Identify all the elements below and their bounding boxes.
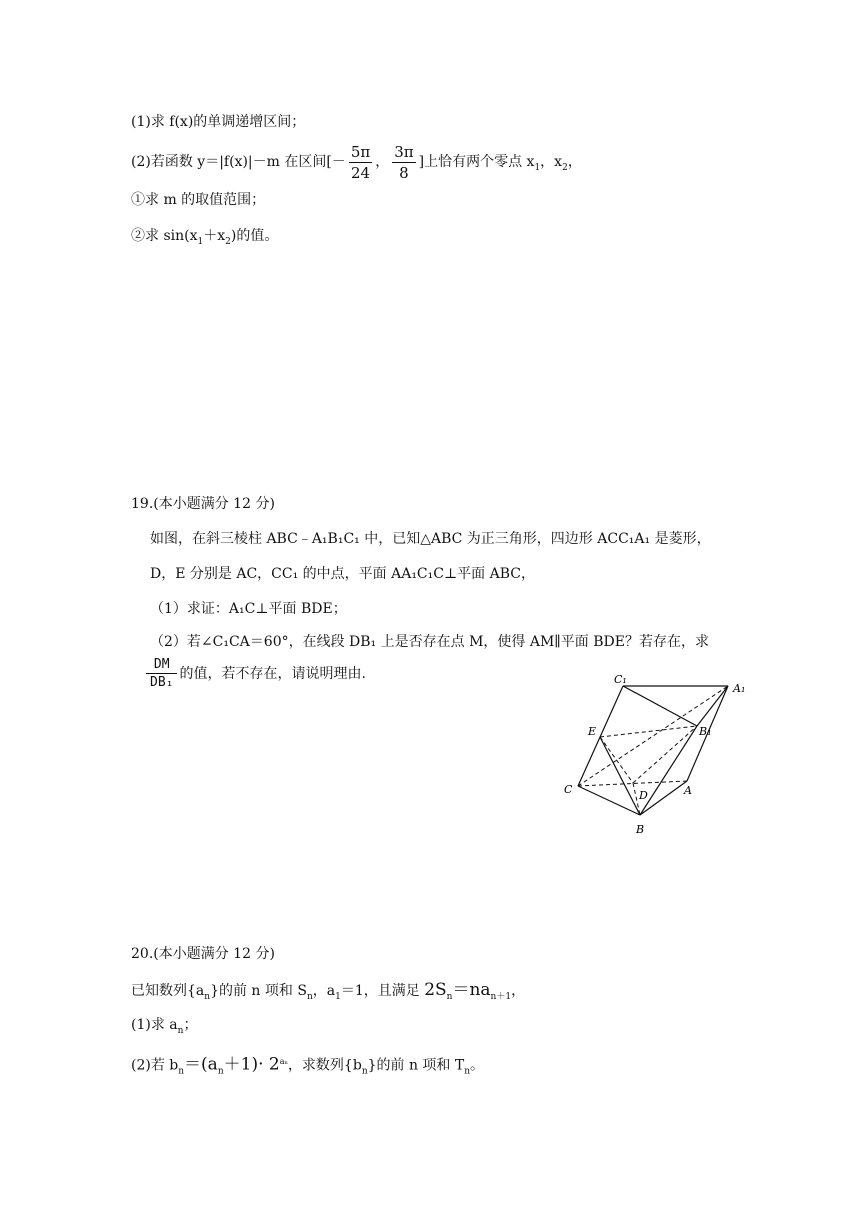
label-E: E [588,725,597,738]
label-A1: A₁ [733,682,746,695]
q20-intro: 已知数列$\{a_n\}$的前 n 项和 $S_n$，$a_1=1$，且满足 $2S_n=na_{n+1}$， [131,980,526,1002]
fraction-3pi-8: $\frac{3\pi}{8}$ [394,142,414,182]
q19-header: 19.(本小题满分 12 分) [131,496,275,512]
edge-E-B1 [600,726,697,737]
edge-C1-B1 [623,686,697,726]
label-A: A [684,784,692,797]
edge-E-D [600,737,633,783]
q20-header: 20.(本小题满分 12 分) [131,946,275,962]
label-C1: C₁ [614,673,627,686]
q18-part2: (2)若函数 y＝|f(x)|－m 在区间[－ $\frac{5\pi}{24}$ ， $\frac{3\pi}{8}$ ]上恰有两个零点 $x_1$，$x_2$， [131,142,582,182]
label-C: C [564,783,573,796]
label-B: B [636,823,645,836]
q19-part1: （1）求证：A₁C⊥平面 BDE； [150,601,347,617]
edge-A1-B1 [697,686,728,726]
edge-E-B [600,737,640,815]
fraction-dm-db1: $\frac{DM}{\text{DB₁}}$ [146,657,177,692]
q20-part1: (1)求 $a_n$； [131,1017,198,1036]
edge-C-A [578,781,687,786]
q19-intro-line2: D，E 分别是 AC，CC₁ 的中点，平面 AA₁C₁C⊥平面 ABC， [150,566,535,582]
label-B1: B₁ [699,725,712,738]
q18-sub1: ①求 m 的取值范围； [131,192,266,208]
q19-part2-line1: （2）若∠C₁CA＝60°，在线段 DB₁ 上是否存在点 M，使得 AM∥平面 BDE？若存在，求 [150,634,709,650]
edge-D-B1 [633,726,697,783]
edge-C1-C [578,686,623,786]
q19-intro-line1: 如图，在斜三棱柱 ABC﹣A₁B₁C₁ 中，已知△ABC 为正三角形，四边形 ACC₁A₁ 是菱形， [150,531,711,547]
q19-part2-line2: $\frac{DM}{\text{DB₁}}$ 的值，若不存在，请说明理由. [146,656,366,692]
q20-part2: (2)若 $b_n=(a_n+1)\cdot 2^{a_n}$，求数列$\{b_n\}$的前 n 项和 $T_n$。 [131,1054,485,1077]
q18-part1: (1)求 f(x)的单调递增区间； [131,114,306,130]
label-D: D [639,789,648,802]
edge-C-B [578,786,640,815]
fraction-5pi-24: $\frac{5\pi}{24}$ [350,142,371,182]
prism-figure [550,665,770,845]
q18-sub2: ②求 $\sin(x_1+x_2)$的值。 [131,228,279,247]
